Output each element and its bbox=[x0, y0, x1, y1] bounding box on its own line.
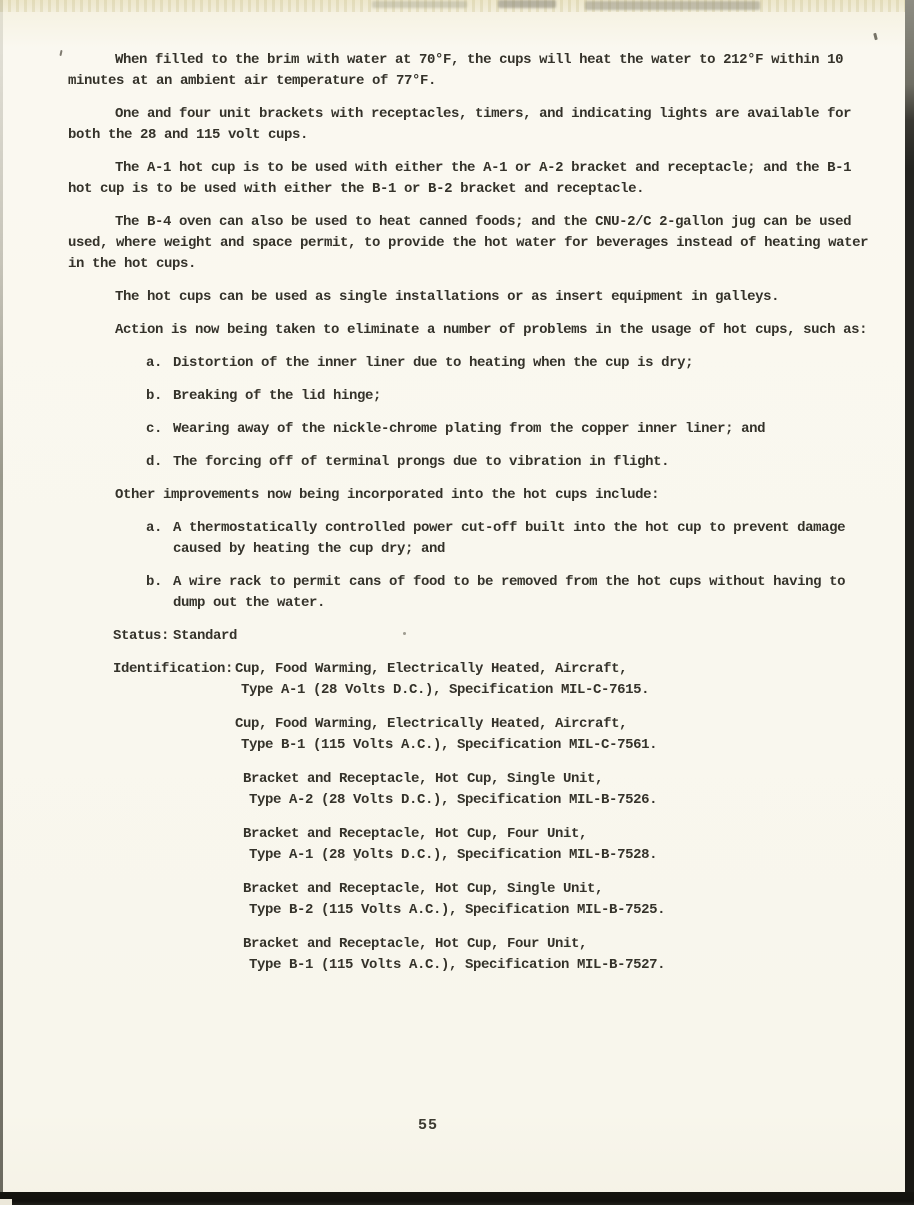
identification-entry bbox=[235, 659, 880, 701]
identification-entry bbox=[243, 769, 880, 811]
scan-corner-notch bbox=[0, 1199, 12, 1205]
identification-entry-line2: Type A-1 (28 Volts D.C.), Specification MIL-C-7615. bbox=[241, 682, 650, 698]
identification-entry-line2: Type B-1 (115 Volts A.C.), Specification MIL-C-7561. bbox=[241, 737, 658, 753]
status-row bbox=[68, 626, 880, 647]
list-item-label: d. bbox=[146, 454, 163, 470]
status-value: Standard bbox=[173, 628, 238, 644]
list-item-text: Distortion of the inner liner due to heating when the cup is dry; bbox=[173, 355, 694, 371]
page-number: 55 bbox=[418, 1117, 439, 1134]
list-item bbox=[146, 419, 880, 440]
identification-block bbox=[68, 659, 880, 989]
identification-entry-line2: Type A-2 (28 Volts D.C.), Specification MIL-B-7526. bbox=[249, 792, 658, 808]
identification-entry-line1: Bracket and Receptacle, Hot Cup, Single Unit, bbox=[243, 881, 604, 897]
identification-entry bbox=[243, 824, 880, 866]
identification-entry-line1: Cup, Food Warming, Electrically Heated, Aircraft, bbox=[235, 716, 628, 732]
problems-list bbox=[68, 353, 880, 473]
list-item-label: a. bbox=[146, 520, 163, 536]
scan-smudge bbox=[585, 1, 760, 10]
list-item-label: c. bbox=[146, 421, 163, 437]
scan-edge-bottom bbox=[0, 1192, 914, 1205]
identification-entries bbox=[235, 659, 880, 989]
list-item bbox=[146, 452, 880, 473]
list-item-label: a. bbox=[146, 355, 163, 371]
paragraph-problems-intro: Action is now being taken to eliminate a number of problems in the usage of hot cups, such as: bbox=[115, 322, 868, 338]
identification-entry bbox=[235, 714, 880, 756]
scan-edge-right bbox=[905, 0, 914, 1205]
identification-entry-line2: Type A-1 (28 Volts D.C.), Specification MIL-B-7528. bbox=[249, 847, 658, 863]
status-label: Status: bbox=[113, 628, 170, 644]
paragraph-oven-and-jug: The B-4 oven can also be used to heat canned foods; and the CNU-2/C 2-gallon jug can be used used, where weight and space permit, to provide the hot water for beverages instead of heating water in the hot cups. bbox=[68, 214, 869, 272]
scan-speck bbox=[873, 33, 878, 41]
document-body bbox=[68, 50, 880, 989]
identification-entry-line2: Type B-2 (115 Volts A.C.), Specification MIL-B-7525. bbox=[249, 902, 666, 918]
identification-entry bbox=[243, 879, 880, 921]
scan-speck bbox=[59, 50, 62, 56]
identification-entry-line1: Bracket and Receptacle, Hot Cup, Four Unit, bbox=[243, 936, 588, 952]
scan-smudge bbox=[372, 1, 467, 8]
identification-entry-line1: Bracket and Receptacle, Hot Cup, Four Unit, bbox=[243, 826, 588, 842]
list-item bbox=[146, 572, 880, 614]
list-item-text: The forcing off of terminal prongs due to vibration in flight. bbox=[173, 454, 670, 470]
scan-edge-left bbox=[0, 0, 3, 1193]
paragraph-improvements-intro: Other improvements now being incorporated into the hot cups include: bbox=[115, 487, 660, 503]
list-item-text: Breaking of the lid hinge; bbox=[173, 388, 382, 404]
identification-entry-line2: Type B-1 (115 Volts A.C.), Specification MIL-B-7527. bbox=[249, 957, 666, 973]
paragraph-cup-bracket-pairing: The A-1 hot cup is to be used with either the A-1 or A-2 bracket and receptacle; and the B-1 hot cup is to be used with either the B-1 or B-2 bracket and receptacle. bbox=[68, 160, 852, 197]
identification-entry bbox=[243, 934, 880, 976]
paragraph-water-heating: When filled to the brim with water at 70°F, the cups will heat the water to 212°F within 10 minutes at an ambient air temperature of 77°F. bbox=[68, 52, 844, 89]
list-item-text: A wire rack to permit cans of food to be removed from the hot cups without having to dump out the water. bbox=[173, 574, 846, 611]
paragraph-brackets-available: One and four unit brackets with receptacles, timers, and indicating lights are available for both the 28 and 115 volt cups. bbox=[68, 106, 852, 143]
paragraph-installations: The hot cups can be used as single installations or as insert equipment in galleys. bbox=[115, 289, 780, 305]
list-item bbox=[146, 518, 880, 560]
list-item bbox=[146, 386, 880, 407]
improvements-list bbox=[68, 518, 880, 614]
list-item-label: b. bbox=[146, 574, 163, 590]
identification-label: Identification: bbox=[113, 661, 234, 677]
list-item-text: A thermostatically controlled power cut-off built into the hot cup to prevent damage caused by heating the cup dry; and bbox=[173, 520, 846, 557]
list-item-text: Wearing away of the nickle-chrome plating from the copper inner liner; and bbox=[173, 421, 766, 437]
identification-entry-line1: Cup, Food Warming, Electrically Heated, Aircraft, bbox=[235, 661, 628, 677]
list-item-label: b. bbox=[146, 388, 163, 404]
list-item bbox=[146, 353, 880, 374]
scan-smudge bbox=[498, 0, 556, 8]
identification-entry-line1: Bracket and Receptacle, Hot Cup, Single Unit, bbox=[243, 771, 604, 787]
